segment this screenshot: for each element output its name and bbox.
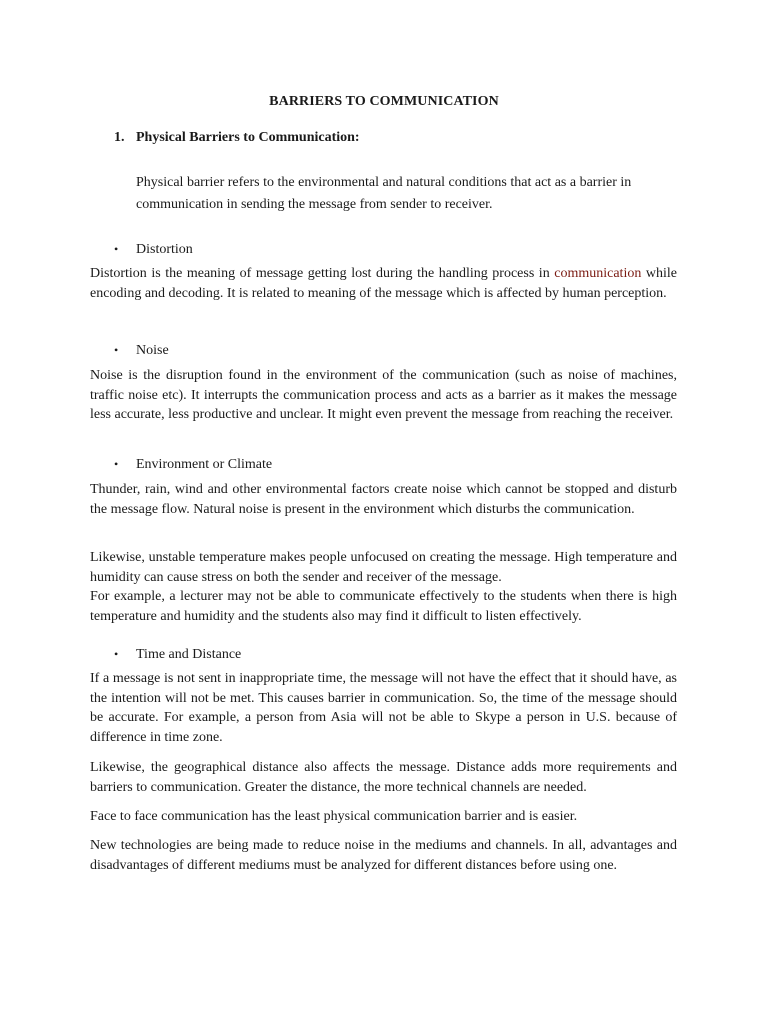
paragraph-time-4: New technologies are being made to reduce noise in the mediums and channels. In all, advantages and disadvantages of different mediums must be analyzed for different distances before using one. <box>90 838 677 873</box>
bullet-environment <box>114 455 272 474</box>
bullet-icon: • <box>114 647 119 661</box>
bullet-label: Environment or Climate <box>136 457 273 472</box>
bullet-label: Time and Distance <box>136 647 242 662</box>
paragraph-environment-1: Thunder, rain, wind and other environmental factors create noise which cannot be stopped and disturb the message flow. Natural noise is present in the environment which disturbs the communication. <box>90 482 677 517</box>
bullet-time-distance <box>114 645 241 664</box>
paragraph-text: while encoding and decoding. It is related to meaning of the message which is affected by human perception. <box>90 266 677 301</box>
bullet-noise <box>114 341 169 360</box>
section-intro: Physical barrier refers to the environmental and natural conditions that act as a barrier in communication in sending the message from sender to receiver. <box>136 175 632 212</box>
paragraph-distortion <box>90 264 677 303</box>
section-heading <box>114 130 360 146</box>
bullet-icon: • <box>114 457 119 471</box>
section-title: Physical Barriers to Communication: <box>136 130 360 145</box>
paragraph-noise: Noise is the disruption found in the environment of the communication (such as noise of machines, traffic noise etc). It interrupts the communication process and acts as a barrier as it makes the message less accurate, less productive and unclear. It might even prevent the message from reaching the receiver. <box>90 368 677 422</box>
section-number: 1. <box>114 130 125 145</box>
bullet-distortion <box>114 240 193 259</box>
bullet-label: Noise <box>136 343 169 358</box>
paragraph-text: Likewise, unstable temperature makes people unfocused on creating the message. High temperature and humidity can cause stress on both the sender and receiver of the message. <box>90 550 677 585</box>
paragraph-environment-2 <box>90 548 677 626</box>
paragraph-time-1: If a message is not sent in inappropriate time, the message will not have the effect that it should have, as the intention will not be met. This causes barrier in communication. So, the time of the message should be accurate. For example, a person from Asia will not be able to Skype a person in U.S. because of difference in time zone. <box>90 671 677 745</box>
paragraph-time-2: Likewise, the geographical distance also affects the message. Distance adds more requirements and barriers to communication. Greater the distance, the more technical channels are needed. <box>90 760 677 795</box>
paragraph-text: For example, a lecturer may not be able to communicate effectively to the students when there is high temperature and humidity and the students also may find it difficult to listen effectively. <box>90 589 677 624</box>
communication-link[interactable]: communication <box>554 266 642 281</box>
bullet-icon: • <box>114 242 119 256</box>
paragraph-time-3: Face to face communication has the least physical communication barrier and is easier. <box>90 809 578 824</box>
bullet-icon: • <box>114 343 119 357</box>
bullet-label: Distortion <box>136 242 193 257</box>
document-title: BARRIERS TO COMMUNICATION <box>269 94 499 109</box>
paragraph-text: Distortion is the meaning of message getting lost during the handling process in <box>90 266 555 281</box>
